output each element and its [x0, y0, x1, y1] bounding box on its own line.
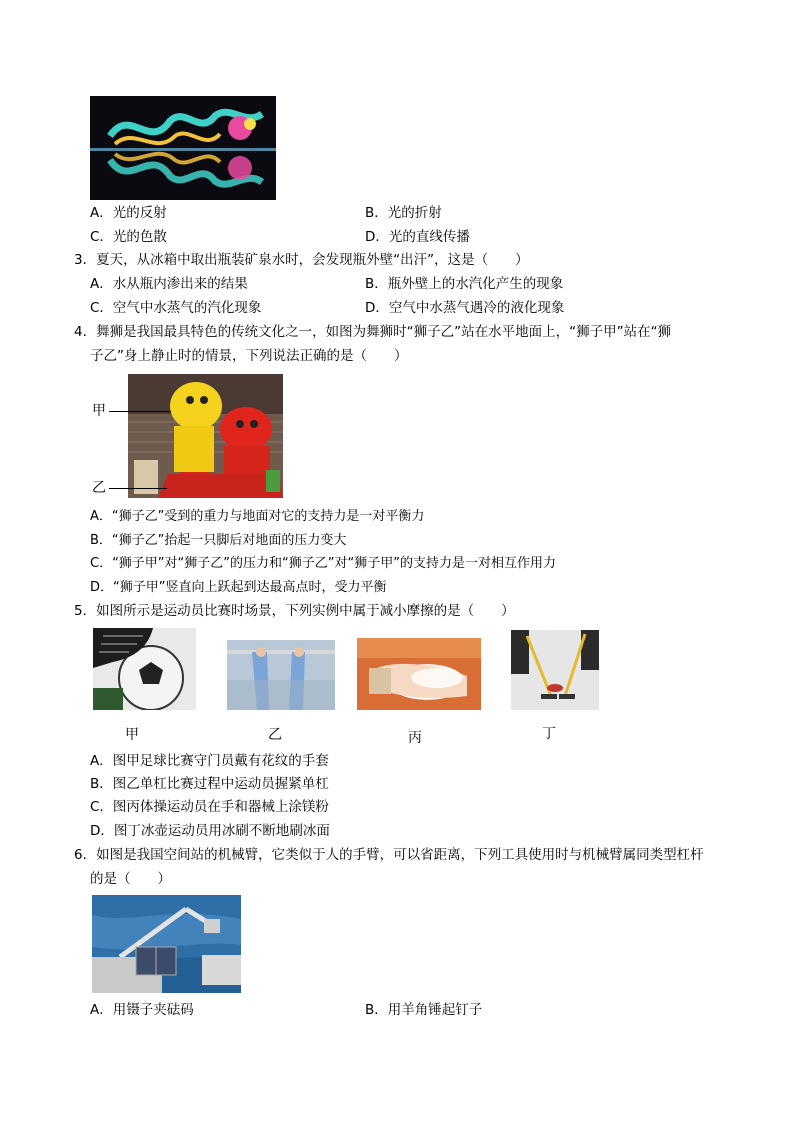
q4-stem-line1: 4．舞狮是我国最具特色的传统文化之一，如图为舞狮时“狮子乙”站在水平地面上，“狮子甲”站在“狮 — [74, 324, 672, 340]
horizontal-bar-image — [227, 640, 335, 710]
q4-option-b: B．“狮子乙”抬起一只脚后对地面的压力变大 — [90, 533, 347, 548]
curling-image — [511, 630, 599, 710]
q2-option-c: C．光的色散 — [90, 229, 167, 245]
q4-label-yi-line — [109, 488, 167, 489]
q6-stem-line2: 的是（ ） — [90, 871, 171, 887]
lion-dance-image — [128, 374, 283, 498]
q3-option-b: B．瓶外壁上的水汽化产生的现象 — [365, 276, 564, 292]
q4-stem-line2: 子乙”身上静止时的情景，下列说法正确的是（ ） — [90, 348, 408, 364]
q4-option-a: A．“狮子乙”受到的重力与地面对它的支持力是一对平衡力 — [90, 509, 425, 524]
q2-option-b: B．光的折射 — [365, 205, 442, 221]
q2-option-d: D．光的直线传播 — [365, 229, 470, 245]
q3-option-a: A．水从瓶内渗出来的结果 — [90, 276, 248, 292]
q5-caption-yi: 乙 — [268, 727, 282, 743]
goalkeeper-glove-image — [93, 628, 196, 710]
q5-caption-ding: 丁 — [542, 726, 556, 742]
q5-option-b: B．图乙单杠比赛过程中运动员握紧单杠 — [90, 776, 329, 792]
q5-option-c: C．图丙体操运动员在手和器械上涂镁粉 — [90, 799, 329, 815]
q6-stem-line1: 6．如图是我国空间站的机械臂，它类似于人的手臂，可以省距离，下列工具使用时与机械臂属同类型杠杆 — [74, 847, 704, 863]
chalk-hands-image — [357, 638, 481, 710]
q5-stem: 5．如图所示是运动员比赛时场景，下列实例中属于减小摩擦的是（ ） — [74, 603, 515, 619]
dragon-lantern-image — [90, 96, 276, 200]
q2-option-a: A．光的反射 — [90, 205, 167, 221]
q4-option-c: C．“狮子甲”对“狮子乙”的压力和“狮子乙”对“狮子甲”的支持力是一对相互作用力 — [90, 556, 556, 571]
q5-option-a: A．图甲足球比赛守门员戴有花纹的手套 — [90, 753, 329, 769]
q4-label-jia-line — [109, 411, 171, 412]
q6-option-b: B．用羊角锤起钉子 — [365, 1002, 483, 1018]
q6-option-a: A．用镊子夹砝码 — [90, 1002, 194, 1018]
q5-option-d: D．图丁冰壶运动员用冰刷不断地刷冰面 — [90, 823, 330, 839]
robotic-arm-image — [92, 895, 241, 993]
q3-option-d: D．空气中水蒸气遇冷的液化现象 — [365, 300, 565, 316]
q5-caption-bing: 丙 — [408, 730, 422, 746]
q3-option-c: C．空气中水蒸气的汽化现象 — [90, 300, 262, 316]
q4-label-yi: 乙 — [92, 480, 106, 496]
q5-caption-jia: 甲 — [125, 727, 139, 743]
q4-option-d: D．“狮子甲”竖直向上跃起到达最高点时，受力平衡 — [90, 580, 387, 595]
q4-label-jia: 甲 — [92, 403, 106, 419]
q3-stem: 3．夏天，从冰箱中取出瓶装矿泉水时，会发现瓶外壁“出汗”，这是（ ） — [74, 252, 529, 268]
